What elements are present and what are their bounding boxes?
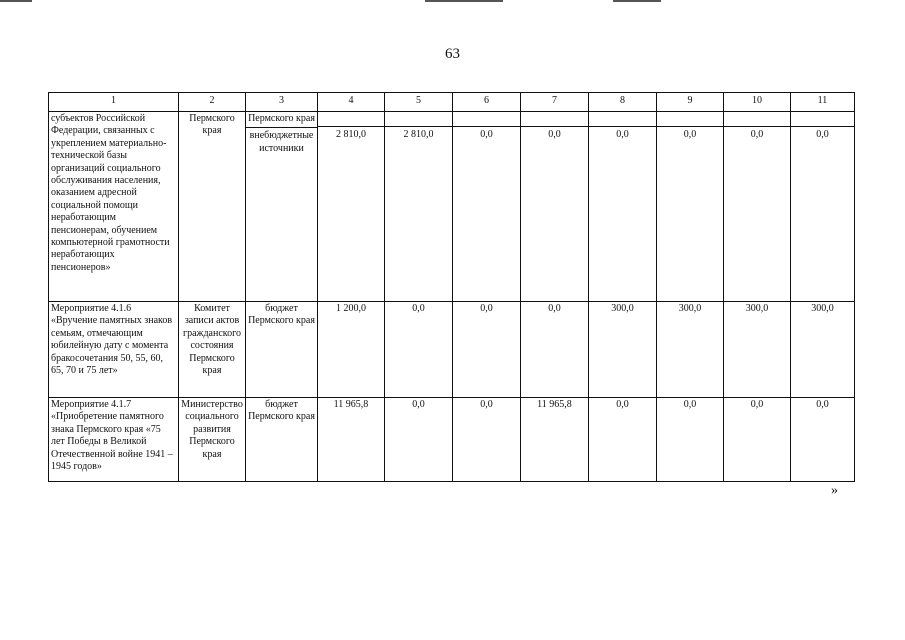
- value-cell: [724, 112, 791, 302]
- column-header: 3: [246, 93, 318, 112]
- value-cell: 0,0: [453, 398, 521, 482]
- scan-artifact-center: [425, 0, 503, 2]
- funding-source-top: Пермского края: [248, 113, 315, 124]
- value-cell: [453, 112, 521, 302]
- funding-source-cell: бюджет Пермского края: [246, 302, 318, 398]
- column-header: 11: [791, 93, 855, 112]
- table-row: [49, 398, 855, 482]
- value-cell: 0,0: [791, 398, 855, 482]
- activity-name-cell: субъектов Российской Федерации, связанных с укреплением материально-технической базы организаций социального обслуживания населения, оказанием адресной социальной помощи неработающим пенсионерам, обучением компьютерной грамотности неработающих пенсионеров»: [49, 112, 179, 302]
- budget-table: [48, 92, 855, 482]
- value-cell: 0,0: [521, 302, 589, 398]
- value-cell: 300,0: [724, 302, 791, 398]
- scan-artifact-right: [613, 0, 661, 2]
- value-cell: 0,0: [589, 398, 657, 482]
- column-header: 9: [657, 93, 724, 112]
- column-header: 5: [385, 93, 453, 112]
- value-cell: [791, 112, 855, 302]
- column-header: 7: [521, 93, 589, 112]
- value-cell: 0,0: [453, 302, 521, 398]
- value: 0,0: [548, 129, 561, 140]
- value: 0,0: [683, 129, 697, 140]
- value-cell: 1 200,0: [318, 302, 385, 398]
- scan-artifact-left: [0, 0, 32, 2]
- activity-name-cell: Мероприятие 4.1.7 «Приобретение памятного знака Пермского края «75 лет Победы в Великой Отечественной войне 1941 – 1945 годов»: [49, 398, 179, 482]
- value-cell: [589, 112, 657, 302]
- funding-source-cell: бюджет Пермского края: [246, 398, 318, 482]
- funding-source-label: внебюджетные источники: [249, 130, 314, 154]
- value-cell: [657, 112, 724, 302]
- value: 2 810,0: [336, 129, 366, 140]
- column-header: 1: [49, 93, 179, 112]
- table-row: [49, 112, 855, 302]
- column-header: 10: [724, 93, 791, 112]
- column-header: 2: [179, 93, 246, 112]
- value: 0,0: [816, 129, 829, 140]
- value-cell: 0,0: [657, 398, 724, 482]
- value-cell: [521, 112, 589, 302]
- closing-quote: »: [831, 483, 838, 498]
- value-cell: 300,0: [657, 302, 724, 398]
- value-cell: 0,0: [724, 398, 791, 482]
- column-number-row: [49, 93, 855, 112]
- executor-cell: Министерство социального развития Пермского края: [179, 398, 246, 482]
- column-header: 6: [453, 93, 521, 112]
- funding-source-cell: [246, 112, 318, 302]
- table-row: [49, 302, 855, 398]
- value-cell: 300,0: [589, 302, 657, 398]
- value: 0,0: [480, 129, 493, 140]
- value-cell: [318, 112, 385, 302]
- value-cell: 300,0: [791, 302, 855, 398]
- executor-cell: Комитет записи актов гражданского состояния Пермского края: [179, 302, 246, 398]
- value: 2 810,0: [403, 129, 434, 140]
- value-cell: 11 965,8: [318, 398, 385, 482]
- activity-name-cell: Мероприятие 4.1.6 «Вручение памятных знаков семьям, отмечающим юбилейную дату с момента бракосочетания 50, 55, 60, 65, 70 и 75 лет»: [49, 302, 179, 398]
- value-cell: [385, 112, 453, 302]
- value-cell: 0,0: [385, 398, 453, 482]
- column-header: 8: [589, 93, 657, 112]
- column-header: 4: [318, 93, 385, 112]
- executor-cell: Пермского края: [179, 112, 246, 302]
- page-number: 63: [445, 46, 460, 62]
- value: 0,0: [750, 129, 764, 140]
- value-cell: 11 965,8: [521, 398, 589, 482]
- value-cell: 0,0: [385, 302, 453, 398]
- value: 0,0: [616, 129, 629, 140]
